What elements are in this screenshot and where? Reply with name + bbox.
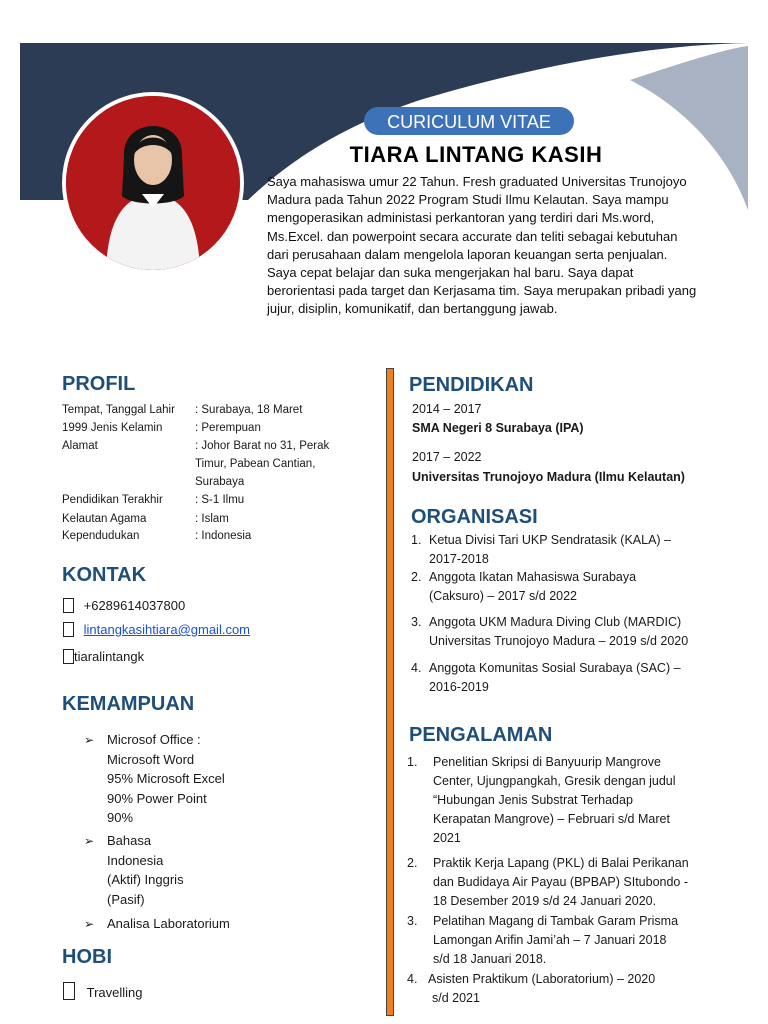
pengalaman-heading: PENGALAMAN bbox=[409, 724, 553, 746]
organisasi-heading: ORGANISASI bbox=[411, 506, 538, 528]
org-line: Anggota Ikatan Mahasiswa Surabaya bbox=[429, 570, 637, 584]
email-icon bbox=[63, 622, 74, 637]
instagram-row bbox=[63, 649, 144, 664]
profil-label-7: Kelautan Agama bbox=[62, 513, 147, 525]
kontak-heading: KONTAK bbox=[62, 564, 147, 586]
exp-line: Kerapatan Mangrove) – Februari s/d Maret bbox=[433, 812, 670, 826]
exp-line: s/d 18 Januari 2018. bbox=[433, 952, 547, 966]
skill-line: Analisa Laboratorium bbox=[107, 916, 230, 931]
exp-item-4 bbox=[428, 970, 655, 1008]
exp-item-2 bbox=[433, 854, 689, 911]
edu-years-2: 2017 – 2022 bbox=[412, 450, 482, 464]
phone-row bbox=[63, 598, 185, 613]
org-line: 2016-2019 bbox=[429, 680, 489, 694]
org-number: 1. bbox=[411, 533, 422, 547]
hobi-heading: HOBI bbox=[62, 946, 112, 968]
profil-value-7: : Islam bbox=[195, 513, 229, 525]
exp-line: Center, Ujungpangkah, Gresik dengan judul bbox=[433, 774, 676, 788]
profil-label-3: Alamat bbox=[62, 440, 98, 452]
exp-item-3 bbox=[433, 912, 678, 969]
skill-item-2 bbox=[107, 831, 184, 909]
exp-line: “Hubungan Jenis Substrat Terhadap bbox=[433, 793, 633, 807]
skill-line: Bahasa bbox=[107, 833, 152, 848]
skill-line: Microsoft Word bbox=[107, 751, 195, 767]
profil-value-4: Timur, Pabean Cantian, bbox=[195, 458, 316, 470]
profil-value-2: : Perempuan bbox=[195, 422, 261, 434]
portrait-image bbox=[66, 96, 240, 270]
column-divider bbox=[386, 368, 394, 1016]
exp-line: Penelitian Skripsi di Banyuurip Mangrove bbox=[433, 755, 661, 769]
kemampuan-heading: KEMAMPUAN bbox=[62, 693, 195, 715]
exp-line: Asisten Praktikum (Laboratorium) – 2020 bbox=[428, 972, 656, 986]
org-line: (Caksuro) – 2017 s/d 2022 bbox=[429, 589, 578, 603]
org-item-1 bbox=[429, 531, 671, 569]
edu-school-1: SMA Negeri 8 Surabaya (IPA) bbox=[412, 421, 584, 435]
org-line: Anggota UKM Madura Diving Club (MARDIC) bbox=[429, 615, 682, 629]
exp-number: 2. bbox=[407, 856, 418, 870]
pendidikan-heading: PENDIDIKAN bbox=[409, 374, 534, 396]
profil-value-1: : Surabaya, 18 Maret bbox=[195, 404, 303, 416]
profil-label-8: Kependudukan bbox=[62, 530, 140, 542]
edu-school-2: Universitas Trunojoyo Madura (Ilmu Kelautan) bbox=[412, 470, 685, 484]
travel-icon bbox=[63, 982, 75, 1000]
org-line: Anggota Komunitas Sosial Surabaya (SAC) – bbox=[429, 661, 681, 675]
profil-label-6: Pendidikan Terakhir bbox=[62, 494, 163, 506]
exp-line: Pelatihan Magang di Tambak Garam Prisma bbox=[433, 914, 679, 928]
exp-number: 1. bbox=[407, 755, 418, 769]
bullet-arrow-icon: ➢ bbox=[84, 917, 95, 931]
exp-line: dan Budidaya Air Payau (BPBAP) SItubondo - bbox=[433, 875, 689, 889]
org-line: Ketua Divisi Tari UKP Sendratasik (KALA) – bbox=[429, 533, 672, 547]
skill-line: 90% bbox=[107, 810, 134, 825]
instagram-handle: tiaralintangk bbox=[74, 649, 145, 664]
exp-line: s/d 2021 bbox=[432, 991, 480, 1005]
profil-label-1: Tempat, Tanggal Lahir bbox=[62, 404, 175, 416]
skill-line: (Aktif) Inggris bbox=[107, 872, 184, 887]
phone-number: +6289614037800 bbox=[83, 598, 186, 613]
email-link[interactable]: lintangkasihtiara@gmail.com bbox=[83, 622, 251, 637]
org-line: 2017-2018 bbox=[429, 552, 489, 566]
skill-item-1 bbox=[107, 730, 225, 828]
skill-line: (Pasif) bbox=[107, 891, 145, 907]
org-number: 2. bbox=[411, 570, 422, 584]
exp-item-1 bbox=[433, 753, 676, 848]
bullet-arrow-icon: ➢ bbox=[84, 733, 95, 747]
profil-label-2: 1999 Jenis Kelamin bbox=[62, 422, 163, 434]
cv-badge: CURICULUM VITAE bbox=[364, 107, 574, 135]
skill-item-3 bbox=[107, 914, 230, 934]
email-row bbox=[63, 622, 250, 637]
profile-photo bbox=[62, 92, 244, 274]
exp-line: 18 Desember 2019 s/d 24 Januari 2020. bbox=[433, 894, 657, 908]
exp-line: Praktik Kerja Lapang (PKL) di Balai Perikanan bbox=[433, 856, 689, 870]
skill-line: 90% Power Point bbox=[107, 790, 207, 806]
profil-value-8: : Indonesia bbox=[195, 530, 252, 542]
bullet-arrow-icon: ➢ bbox=[84, 834, 95, 848]
summary-paragraph: Saya mahasiswa umur 22 Tahun. Fresh graduated Universitas Trunojoyo Madura pada Tahun 2022 Program Studi Ilmu Kelautan. Saya mampu mengoperasikan administasi perkantoran yang terdiri dari Ms.word, Ms.Excel. dan powerpoint secara accurate dan teliti sebagai kebutuhan dari perusahaan dalam mengelola laporan keuangan serta penjualan. Saya cepat belajar dan suka mengerjakan hal baru. Saya dapat berorientasi pada target dan Kerjasama tim. Saya merupakan pribadi yang jujur, disiplin, komunikatif, dan bertanggung jawab. bbox=[267, 174, 697, 317]
profil-value-3: : Johor Barat no 31, Perak bbox=[195, 440, 330, 452]
exp-number: 4. bbox=[407, 972, 418, 986]
hobi-row bbox=[63, 982, 143, 1000]
org-item-2 bbox=[429, 568, 636, 606]
skill-line: Microsof Office : bbox=[107, 732, 201, 747]
exp-line: Lamongan Arifin Jami’ah – 7 Januari 2018 bbox=[433, 933, 667, 947]
org-number: 3. bbox=[411, 615, 422, 629]
exp-number: 3. bbox=[407, 914, 418, 928]
skill-line: 95% Microsoft Excel bbox=[107, 771, 225, 786]
org-item-4 bbox=[429, 659, 681, 697]
candidate-name: TIARA LINTANG KASIH bbox=[349, 142, 603, 167]
org-line: Universitas Trunojoyo Madura – 2019 s/d 2020 bbox=[429, 634, 689, 648]
phone-icon bbox=[63, 598, 74, 613]
edu-years-1: 2014 – 2017 bbox=[412, 402, 482, 416]
profil-heading: PROFIL bbox=[62, 373, 136, 395]
org-item-3 bbox=[429, 613, 688, 651]
org-number: 4. bbox=[411, 661, 422, 675]
instagram-icon bbox=[63, 649, 74, 664]
hobi-item: Travelling bbox=[86, 985, 143, 1000]
profil-value-6: : S-1 Ilmu bbox=[195, 494, 245, 506]
exp-line: 2021 bbox=[433, 831, 461, 845]
profil-value-5: Surabaya bbox=[195, 476, 245, 488]
skill-line: Indonesia bbox=[107, 852, 164, 868]
